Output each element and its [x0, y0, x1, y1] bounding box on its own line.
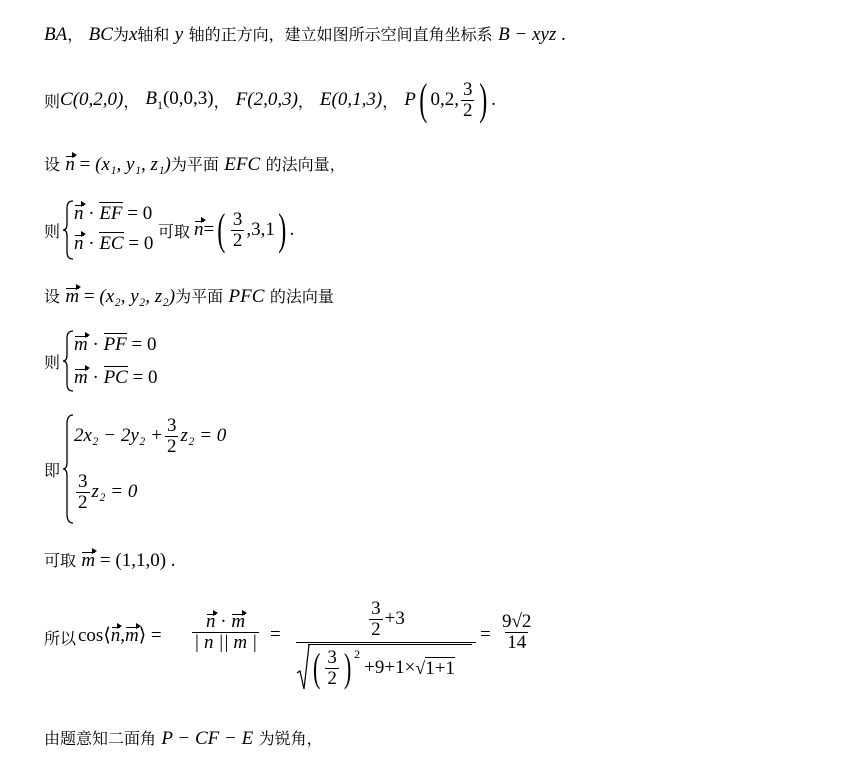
fraction-main-denominator: ( $\frac{3}{2}$ ) $^2$ +9+1× √ 1+1 — [296, 643, 476, 693]
segment-bc: BC — [88, 24, 113, 45]
vector-n: n — [65, 154, 75, 175]
left-brace — [62, 200, 74, 260]
comma: ， — [297, 91, 314, 111]
text: 则 — [44, 222, 61, 241]
coordinate-system: B − xyz — [498, 24, 557, 45]
line-normal-m — [44, 284, 334, 308]
text: 则 — [44, 353, 61, 372]
cosine-lhs: cos⟨n,m⟩ = — [78, 625, 162, 646]
text: 设 — [44, 155, 61, 174]
point-p: P ( 0,2, $\frac{3}{2}$ ) — [404, 75, 488, 124]
comma: ， — [67, 25, 84, 44]
text: 设 — [44, 287, 61, 306]
comma: ， — [213, 91, 230, 111]
period: . — [556, 24, 566, 45]
text: 为平面 — [175, 287, 224, 306]
point-b1: $B_1(0,0,3)$ — [145, 87, 214, 112]
text: 为 — [112, 25, 129, 44]
text: 即 — [44, 461, 61, 480]
text: 的法向量 — [269, 287, 334, 306]
text: 为锐角， — [258, 729, 323, 748]
segment-ba: BA — [44, 24, 68, 45]
plane-pfc: PFC — [228, 286, 265, 307]
text: 可取 — [44, 551, 77, 570]
fraction-dot-over-norms: $\frac{n \cdot m}{| n || m |}$ — [194, 611, 258, 653]
text: 为平面 — [170, 155, 219, 174]
equation-row-1: 2x₂ − 2y₂ + $\frac{3}{2}$ z₂ = 0 — [74, 415, 227, 457]
equation-row-2: $\frac{3}{2}$ z₂ = 0 — [78, 471, 138, 513]
equation-row-1: m · PF = 0 — [74, 334, 157, 355]
axis-x: x — [128, 24, 138, 45]
vector-m: m — [65, 286, 80, 307]
text: 的法向量， — [265, 155, 346, 174]
equals: = — [480, 624, 491, 645]
text: 则 — [44, 91, 61, 111]
left-brace — [62, 414, 74, 524]
sqrt-sign — [296, 643, 310, 693]
period: . — [491, 89, 496, 110]
m-value: = (1,1,0) . — [95, 550, 176, 571]
text: 所以 — [44, 629, 77, 648]
text: 由题意知二面角 — [44, 729, 157, 748]
left-brace — [62, 330, 74, 392]
fraction-main — [296, 596, 476, 693]
fraction-main-numerator: $\frac{3}{2}$ +3 — [371, 597, 405, 640]
plane-efc: EFC — [224, 154, 261, 175]
dihedral-angle: P − CF − E — [161, 728, 254, 749]
equation-row-1: n · EF = 0 — [74, 203, 153, 224]
line-normal-n — [44, 152, 346, 176]
tuple-m: (x₂, y₂, z₂) — [99, 286, 176, 307]
fraction-result: $\frac{9√2}{14}$ — [502, 611, 532, 653]
equation-row-2: n · EC = 0 — [74, 233, 154, 254]
tuple-n: (x₁, y₁, z₁) — [95, 154, 171, 175]
axis-y: y — [174, 24, 184, 45]
text: 轴的正方向，建立如图所示空间直角坐标系 — [188, 25, 493, 44]
comma: ， — [123, 91, 140, 111]
equals: = — [74, 154, 96, 175]
line-dihedral — [44, 726, 323, 750]
line-m-value — [44, 548, 176, 572]
point-e: E(0,1,3) — [319, 89, 383, 110]
equals: = — [270, 624, 281, 645]
point-c: C(0,2,0) — [60, 89, 124, 110]
equals: = — [79, 286, 100, 307]
line-axes — [44, 22, 566, 46]
line-points — [44, 75, 496, 124]
text: 轴和 — [137, 25, 170, 44]
normal-n-value: 可取 n = ( $\frac{3}{2}$ ,3,1 ) . — [158, 205, 295, 254]
vector-m: m — [81, 550, 96, 571]
comma: ， — [382, 91, 399, 111]
point-f: F(2,0,3) — [235, 89, 298, 110]
equation-row-2: m · PC = 0 — [74, 367, 158, 388]
